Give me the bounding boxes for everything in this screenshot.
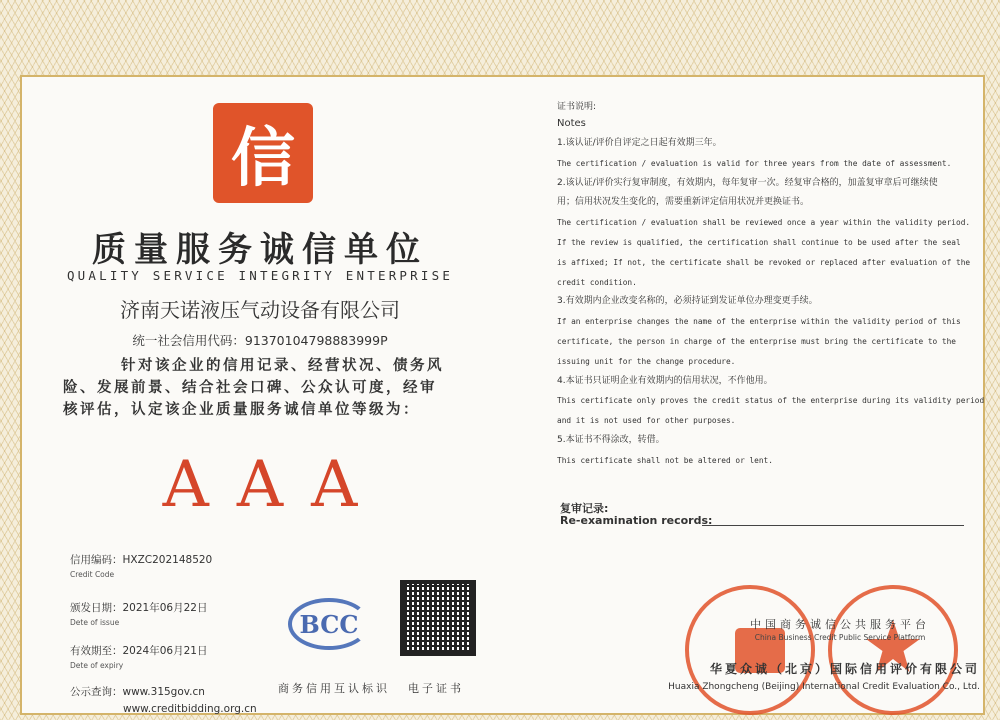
credit-code-value: 信用编码：HXZC202148520: [70, 554, 213, 566]
issuer-name-en: Huaxia Zhongcheng (Beijing) International Credit Evaluation Co., Ltd.: [668, 682, 980, 692]
note-line: certificate, the person in charge of the enterprise must bring the certificate to the: [557, 336, 957, 346]
grade: AAA: [162, 448, 386, 522]
reexam-label-en: Re-examination records:: [560, 514, 713, 527]
note-line: The certification / evaluation shall be reviewed once a year within the validity period.: [557, 218, 971, 228]
expiry-date-label-en: Dete of expiry: [70, 661, 124, 670]
certificate-title-en: QUALITY SERVICE INTEGRITY ENTERPRISE: [66, 268, 454, 283]
credit-code-label-en: Credit Code: [70, 570, 115, 579]
credit-code: [70, 552, 212, 579]
logo-glyph: 信: [231, 121, 295, 196]
reexam-line: [702, 525, 964, 526]
statement: 针对该企业的信用记录、经营状况、债务风险、发展前景、结合社会口碑、公众认可度，经审核评估，认定该企业质量服务诚信单位等级为：: [63, 358, 444, 418]
unified-credit-code: 统一社会信用代码：91370104798883999P: [132, 333, 388, 348]
notes-title-en: Notes: [557, 118, 586, 129]
note-line: This certificate shall not be altered or lent.: [557, 455, 773, 465]
issue-date-value: 颁发日期：2021年06月22日: [70, 602, 208, 614]
bcc-text: BCC: [299, 609, 359, 639]
note-line: This certificate only proves the credit status of the enterprise during its validity period: [557, 396, 985, 406]
note-line: and it is not used for other purposes.: [557, 416, 736, 426]
note-line: credit condition.: [557, 277, 637, 287]
issue-date: [70, 600, 207, 627]
expiry-date-value: 有效期至：2024年06月21日: [70, 645, 208, 657]
platform-name-en: China Business Credit Public Service Platform: [754, 633, 926, 642]
query-url-1[interactable]: 公示查询：www.315gov.cn: [70, 686, 205, 698]
credit-logo: [213, 103, 313, 203]
public-query: [70, 684, 257, 719]
qr-code[interactable]: [400, 580, 476, 656]
note-line: 3.有效期内企业改变名称的，必须持证到发证单位办理变更手续。: [557, 296, 818, 307]
reexam-label: 复审记录:: [560, 502, 609, 515]
note-line: If an enterprise changes the name of the enterprise within the validity period of this: [557, 317, 961, 327]
query-url-2[interactable]: www.creditbidding.org.cn: [123, 703, 257, 715]
note-line: issuing unit for the change procedure.: [557, 356, 736, 366]
notes-title: 证书说明:: [557, 102, 597, 112]
certificate-title: 质量服务诚信单位: [92, 230, 428, 270]
note-line: 4.本证书只证明企业有效期内的信用状况，不作他用。: [557, 375, 773, 386]
note-line: If the review is qualified, the certification shall continue to be used after the seal: [557, 237, 961, 247]
qr-caption: 电子证书: [408, 682, 464, 695]
note-line: 用；信用状况发生变化的，需要重新评定信用状况并更换证书。: [557, 197, 810, 208]
note-line: is affixed; If not, the certificate shall be revoked or replaced after evaluation of the: [557, 257, 971, 267]
notes: [557, 100, 987, 471]
notes-lines: [557, 134, 987, 471]
issuer-name: 华夏众诚（北京）国际信用评价有限公司: [709, 662, 980, 676]
note-line: 5.本证书不得涂改，转借。: [557, 434, 665, 445]
issue-date-label-en: Dete of issue: [70, 618, 120, 627]
company-name: 济南天诺液压气动设备有限公司: [120, 298, 400, 322]
note-line: The certification / evaluation is valid for three years from the date of assessment.: [557, 158, 952, 168]
note-line: 1.该认证/评价自评定之日起有效期三年。: [557, 138, 722, 148]
platform-name: 中国商务诚信公共服务平台: [750, 618, 930, 631]
bcc-logo: [288, 598, 370, 650]
expiry-date: [70, 643, 207, 670]
bcc-caption: 商务信用互认标识: [278, 682, 390, 695]
note-line: 2.该认证/评价实行复审制度，有效期内，每年复审一次。经复审合格的，加盖复审章后可继续使: [557, 177, 938, 188]
